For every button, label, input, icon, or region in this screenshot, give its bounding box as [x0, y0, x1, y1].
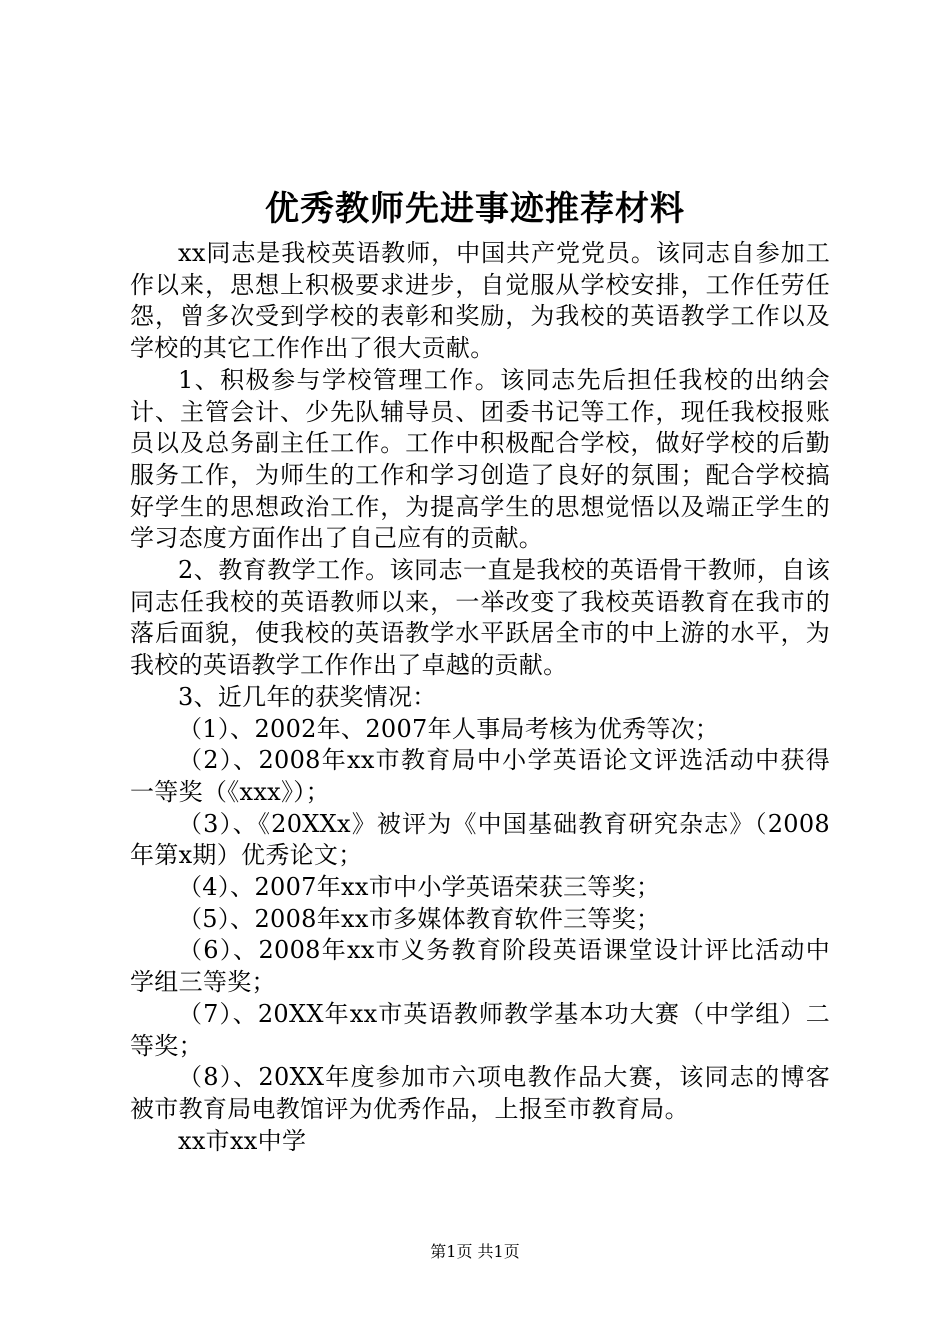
paragraph-intro: xx同志是我校英语教师，中国共产党党员。该同志自参加工作以来，思想上积极要求进步，自觉服从学校安排，工作任劳任怨，曾多次受到学校的表彰和奖励，为我校的英语教学工作以及学校的其它工作作出了很大贡献。 [130, 239, 830, 363]
paragraph-awards-heading: 3、近几年的获奖情况： [178, 682, 437, 711]
award-item-6: （6）、2008年xx市义务教育阶段英语课堂设计评比活动中学组三等奖； [130, 936, 830, 997]
award-item-3: （3）、《20XXx》被评为《中国基础教育研究杂志》（2008年第x期）优秀论文； [130, 809, 830, 870]
award-item-4: （4）、2007年xx市中小学英语荣获三等奖； [178, 873, 661, 902]
document-title: 优秀教师先进事迹推荐材料 [265, 189, 685, 229]
award-item-1: （1）、2002年、2007年人事局考核为优秀等次； [178, 714, 720, 743]
award-item-2: （2）、2008年xx市教育局中小学英语论文评选活动中获得一等奖（《xxx》）； [130, 746, 830, 806]
paragraph-management: 1、积极参与学校管理工作。该同志先后担任我校的出纳会计、主管会计、少先队辅导员、团委书记等工作，现任我校报账员以及总务副主任工作。工作中积极配合学校，做好学校的后勤服务工作，为师生的工作和学习创造了良好的氛围；配合学校搞好学生的思想政治工作，为提高学生的思想觉悟以及端正学生的学习态度方面作出了自己应有的贡献。 [130, 365, 830, 553]
paragraph-teaching: 2、教育教学工作。该同志一直是我校的英语骨干教师，自该同志任我校的英语教师以来，一举改变了我校英语教育在我市的落后面貌，使我校的英语教学水平跃居全市的中上游的水平，为我校的英语教学工作作出了卓越的贡献。 [130, 556, 830, 680]
document-body [130, 238, 830, 1157]
award-item-7: （7）、20XX年xx市英语教师教学基本功大赛（中学组）二等奖； [130, 999, 830, 1060]
award-item-8: （8）、20XX年度参加市六项电教作品大赛，该同志的博客被市教育局电教馆评为优秀作品，上报至市教育局。 [130, 1063, 830, 1123]
award-item-5: （5）、2008年xx市多媒体教育软件三等奖； [178, 904, 661, 933]
signature: xx市xx中学 [178, 1126, 307, 1155]
page-footer: 第1页 共1页 [430, 1242, 520, 1261]
